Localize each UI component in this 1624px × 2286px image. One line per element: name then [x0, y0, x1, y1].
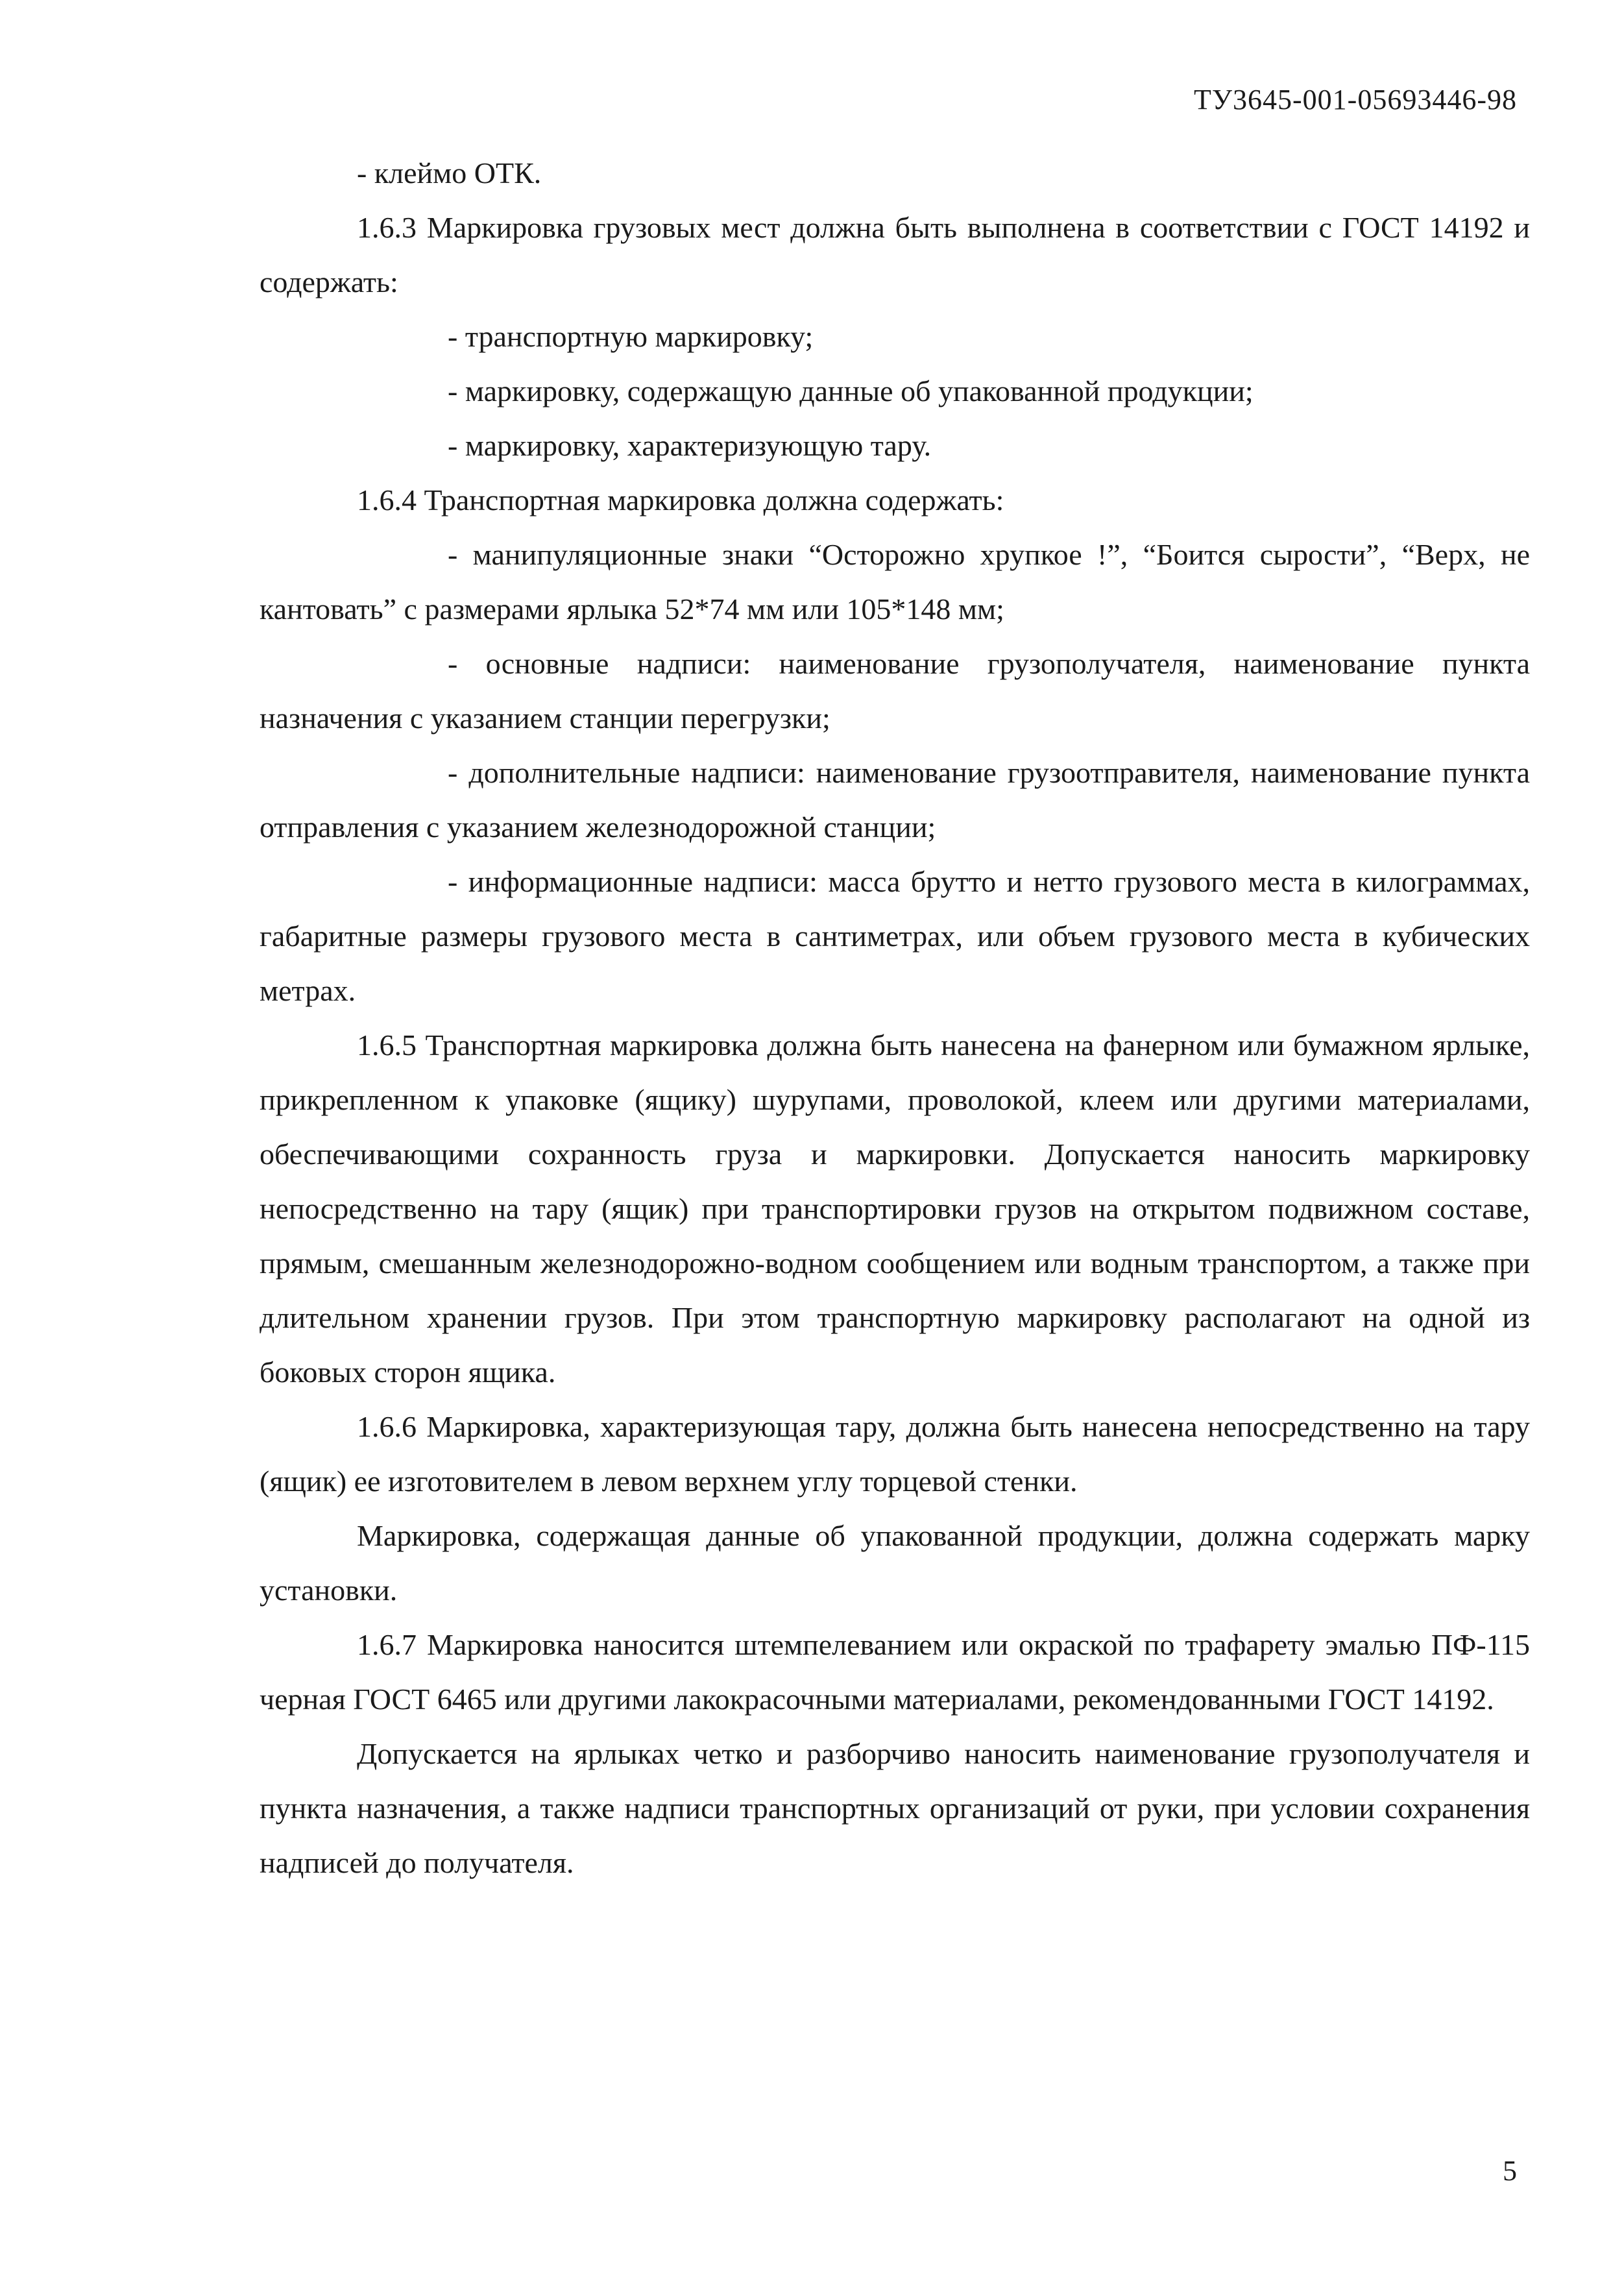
paragraph-1-6-3: 1.6.3 Маркировка грузовых мест должна быть выполнена в соответствии с ГОСТ 14192 и содержать:: [260, 211, 1530, 298]
paragraph-product-marking: Маркировка, содержащая данные об упакованной продукции, должна содержать марку установки.: [260, 1519, 1530, 1607]
list-item-product-marking: - маркировку, содержащую данные об упакованной продукции;: [448, 374, 1254, 407]
document-body: [260, 146, 1530, 1890]
list-item-transport-marking: - транспортную маркировку;: [448, 320, 814, 353]
paragraph-otk-stamp: - клеймо ОТК.: [357, 156, 542, 189]
paragraph-hand-labels: Допускается на ярлыках четко и разборчиво наносить наименование грузополучателя и пункта назначения, а также надписи транспортных организаций от руки, при условии сохранения надписей до получателя.: [260, 1737, 1530, 1879]
paragraph-1-6-5: 1.6.5 Транспортная маркировка должна быть нанесена на фанерном или бумажном ярлыке, прикрепленном к упаковке (ящику) шурупами, проволокой, клеем или другими материалами, обеспечивающими сохранность груза и маркировки. Допускается наносить маркировку непосредственно на тару (ящик) при транспортировки грузов на открытом подвижном составе, прямым, смешанным железнодорожно-водном сообщением или водным транспортом, а также при длительном хранении грузов. При этом транспортную маркировку располагают на одной из боковых сторон ящика.: [260, 1028, 1530, 1389]
list-item-container-marking: - маркировку, характеризующую тару.: [448, 429, 932, 462]
paragraph-1-6-4: 1.6.4 Транспортная маркировка должна содержать:: [357, 483, 1004, 517]
paragraph-1-6-7: 1.6.7 Маркировка наносится штемпелеванием или окраской по трафарету эмалью ПФ-115 черная ГОСТ 6465 или другими лакокрасочными материалами, рекомендованными ГОСТ 14192.: [260, 1628, 1530, 1716]
paragraph-1-6-6: 1.6.6 Маркировка, характеризующая тару, должна быть нанесена непосредственно на тару (ящик) ее изготовителем в левом верхнем углу торцевой стенки.: [260, 1410, 1530, 1498]
list-item-main-labels: - основные надписи: наименование грузополучателя, наименование пункта назначения с указанием станции перегрузки;: [260, 647, 1530, 735]
document-code: ТУ3645-001-05693446-98: [1194, 84, 1517, 116]
list-item-additional-labels: - дополнительные надписи: наименование грузоотправителя, наименование пункта отправления с указанием железнодорожной станции;: [260, 756, 1530, 844]
list-item-info-labels: - информационные надписи: масса брутто и нетто грузового места в килограммах, габаритные размеры грузового места в сантиметрах, или объем грузового места в кубических метрах.: [260, 865, 1530, 1007]
list-item-handling-signs: - манипуляционные знаки “Осторожно хрупкое !”, “Боится сырости”, “Верх, не кантовать” с размерами ярлыка 52*74 мм или 105*148 мм;: [260, 538, 1530, 626]
page-number: 5: [1503, 2155, 1517, 2187]
